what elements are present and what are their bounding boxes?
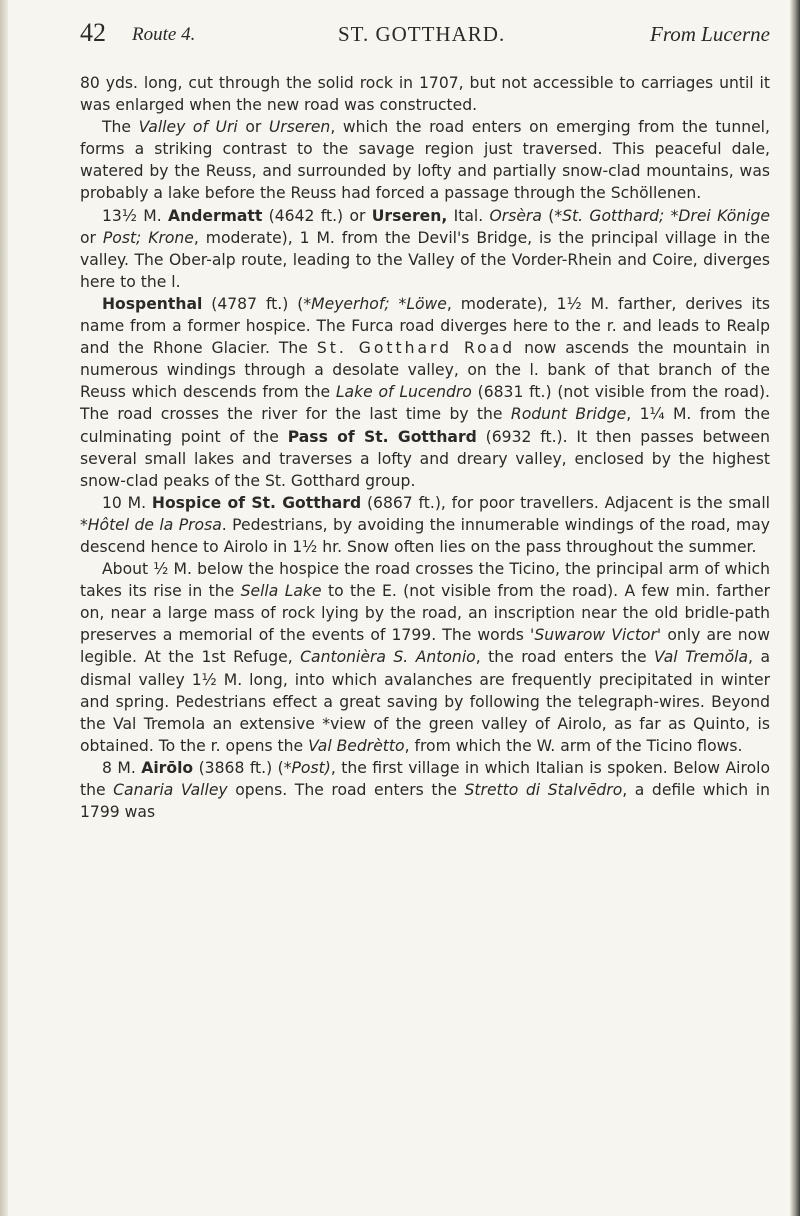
- text-run: ' only are now legible. At the 1st Refuge,: [80, 626, 770, 667]
- text-run: The: [102, 118, 139, 137]
- paragraph: [80, 558, 770, 757]
- text-run: Val Bedrètto: [308, 736, 405, 755]
- text-run: Pass of St. Gotthard: [287, 427, 477, 446]
- text-run: Val Tremŏla: [654, 648, 749, 667]
- text-run: Urseren: [268, 118, 331, 137]
- text-run: . Pedestrians, by avoiding the innumerable windings of the road, may descend hence to Airolo in 1½ hr. Snow often lies on the pass throughout the summer.: [80, 515, 770, 556]
- paragraph: [80, 757, 770, 823]
- text-run: Cantonièra S. Antonio: [300, 648, 476, 667]
- text-run: (4642 ft.) or: [262, 206, 372, 225]
- text-run: (3868 ft.) (: [193, 758, 284, 777]
- paragraph: [80, 72, 770, 116]
- text-run: Hospice of St. Gotthard: [151, 493, 362, 512]
- text-run: Lake of Lucendro: [335, 383, 472, 402]
- text-run: , a defile which in 1799 was: [80, 781, 770, 822]
- text-run: *Meyerhof; *Löwe: [303, 294, 447, 313]
- text-run: 13½ M.: [102, 206, 169, 225]
- text-run: Canaria Valley: [113, 781, 228, 799]
- text-run: (: [541, 206, 555, 225]
- body-text: [80, 72, 770, 823]
- route-label: Route 4.: [132, 24, 196, 45]
- text-run: 10 M.: [102, 493, 152, 512]
- text-run: Valley of Uri: [138, 118, 238, 137]
- text-run: 8 M.: [102, 758, 142, 777]
- text-run: St. Gotthard Road: [316, 339, 516, 358]
- running-title: ST. GOTTHARD.: [338, 22, 506, 46]
- text-run: About ½ M. below the hospice the road crosses the Ticino, the principal arm of which takes its rise in the: [80, 560, 770, 601]
- text-run: (6932 ft.). It then passes between several small lakes and traverses a lofty and dreary valley, enclosed by the highest snow-clad peaks of the St. Gotthard group.: [80, 427, 770, 490]
- text-run: , from which the W. arm of the Ticino flows.: [404, 736, 743, 755]
- book-page: [80, 18, 770, 823]
- page-number: 42: [80, 18, 106, 47]
- text-run: opens. The road enters the: [227, 781, 465, 799]
- text-run: Andermatt: [168, 206, 263, 225]
- text-run: (4787 ft.) (: [202, 294, 304, 313]
- text-run: Urseren,: [371, 206, 448, 225]
- text-run: , moderate), 1 M. from the Devil's Bridge, is the principal village in the valley. The Ober-alp route, leading to the Valley of the Vorder-Rhein and Coire, diverges here to the l.: [80, 228, 770, 291]
- text-run: Stretto di Stalvēdro: [464, 781, 623, 799]
- text-run: or: [237, 118, 269, 137]
- paragraph: [80, 293, 770, 492]
- text-run: , 1¼ M. from the culminating point of the: [80, 405, 770, 446]
- paragraph: [80, 205, 770, 293]
- text-run: Sella Lake: [240, 582, 322, 601]
- text-run: now ascends the mountain in numerous windings through a desolate valley, on the l. bank of that branch of the Reuss which descends from the: [80, 339, 770, 402]
- paragraph: [80, 492, 770, 558]
- text-run: Hôtel de la Prosa: [87, 515, 222, 534]
- text-run: Rodunt Bridge: [510, 405, 627, 424]
- text-run: to the E. (not visible from the road). A few min. farther on, near a large mass of rock lying by the road, an inscription near the old bridle-path preserves a memorial of the events of 1799. The words ': [80, 582, 770, 645]
- text-run: , a dismal valley 1½ M. long, into which avalanches are frequently precipitated in winter and spring. Pedestrians effect a great saving by following the telegraph-wires. Beyond the Val Tremola an extensive *view of the green valley of Airolo, as far as Quinto, is obtained. To the r. opens the: [80, 648, 771, 755]
- page-left-shadow: [0, 0, 8, 1216]
- text-run: Hospenthal: [102, 294, 203, 313]
- page-binding-edge: [790, 0, 800, 1216]
- text-run: , which the road enters on emerging from the tunnel, forms a striking contrast to the savage region just traversed. This peaceful dale, watered by the Reuss, and surrounded by lofty and partially snow-clad mountains, was probably a lake before the Reuss had forced a passage through the Schöllenen.: [80, 118, 770, 203]
- text-run: 80 yds. long, cut through the solid rock in 1707, but not accessible to carriages until it was enlarged when the new road was constructed.: [80, 74, 770, 115]
- paragraph: [80, 116, 770, 204]
- text-run: Airōlo: [141, 758, 194, 777]
- running-head-right: From Lucerne: [650, 22, 770, 46]
- text-run: , the first village in which Italian is spoken. Below Airolo the: [80, 758, 770, 799]
- text-run: , the road enters the: [475, 648, 655, 667]
- text-run: Post; Krone: [102, 228, 194, 247]
- text-run: *St. Gotthard; *Drei Könige: [554, 206, 770, 225]
- text-run: Ital.: [447, 206, 490, 225]
- text-run: (6831 ft.) (not visible from the road). The road crosses the river for the last time by the: [80, 383, 770, 424]
- text-run: Orsèra: [489, 206, 542, 225]
- running-head: [80, 18, 770, 58]
- text-run: *Post): [283, 758, 331, 777]
- text-run: Suwarow Victor: [534, 626, 657, 645]
- text-run: or: [80, 228, 103, 247]
- text-run: , moderate), 1½ M. farther, derives its name from a former hospice. The Furca road diverges here to the r. and leads to Realp and the Rhone Glacier. The: [80, 294, 771, 358]
- text-run: (6867 ft.), for poor travellers. Adjacent is the small *: [80, 493, 770, 534]
